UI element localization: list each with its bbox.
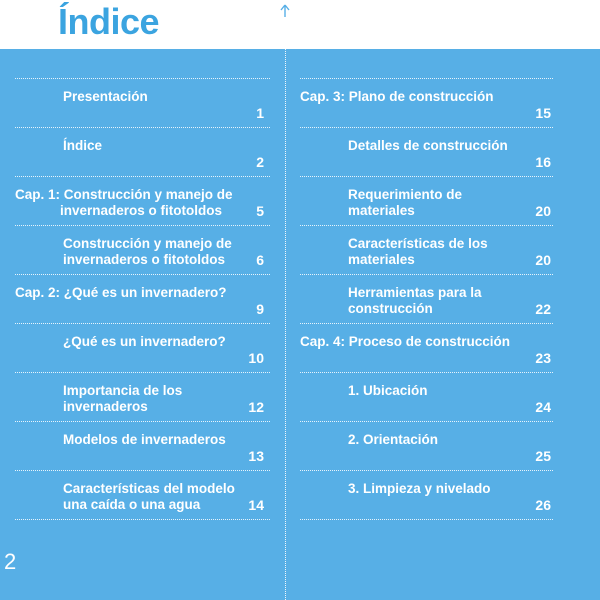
toc-entry[interactable] [300,128,553,177]
toc-entry-title [348,236,488,268]
toc-entry-title [300,334,510,350]
toc-entry-title-line2: materiales [348,203,415,218]
toc-entry[interactable] [15,373,270,422]
toc-right-column [300,78,553,520]
toc-entry[interactable] [300,471,553,520]
toc-entry[interactable] [300,373,553,422]
toc-entry[interactable] [15,324,270,373]
toc-entry-page: 1 [256,105,264,121]
page-title: Índice [58,1,160,42]
toc-entry-page: 22 [535,301,551,317]
toc-entry-title [348,187,462,219]
toc-entry-page: 25 [535,448,551,464]
toc-entry[interactable] [300,79,553,128]
toc-entry-title-line1: Cap. 4: Proceso de construcción [300,334,511,349]
toc-entry-title-line1: Modelos de invernaderos [63,432,226,447]
toc-entry-page: 13 [248,448,264,464]
toc-entry-page: 2 [256,154,264,170]
toc-entry-page: 26 [535,497,551,513]
toc-entry-title-line2: invernaderos [63,399,148,414]
column-divider [285,20,286,600]
toc-entry-title-line1: Cap. 3: Plano de construcción [300,89,494,104]
toc-entry-title [63,89,148,105]
toc-entry-title [300,89,494,105]
toc-entry-title-line1: Características de los [348,236,488,251]
toc-entry-page: 20 [535,203,551,219]
toc-entry[interactable] [15,275,270,324]
toc-entry-title-line1: Cap. 2: ¿Qué es un invernadero? [15,285,227,300]
toc-entry-title-line2: invernaderos o fitotoldos [60,203,223,218]
toc-entry[interactable] [300,324,553,373]
toc-entry-title [348,481,491,497]
toc-entry-title-line2: una caída o una agua [63,497,201,512]
toc-entry-title [15,187,233,219]
toc-entry-title-line2: materiales [348,252,415,267]
toc-entry-title [15,285,227,301]
toc-entry[interactable] [15,79,270,128]
toc-entry-title-line1: 1. Ubicación [348,383,428,398]
toc-entry-title [63,481,235,513]
toc-entry-title [348,138,508,154]
toc-entry-title [63,432,226,448]
toc-entry-page: 5 [256,203,264,219]
toc-entry-page: 20 [535,252,551,268]
toc-entry-title-line1: Herramientas para la [348,285,482,300]
toc-entry-title [348,383,428,399]
toc-entry-page: 24 [535,399,551,415]
toc-entry-title-line1: Cap. 1: Construcción y manejo de [15,187,233,202]
toc-entry-title [63,334,226,350]
toc-entry-page: 6 [256,252,264,268]
toc-entry-title-line1: Características del modelo [63,481,235,496]
toc-entry-title-line1: Importancia de los [63,383,183,398]
toc-entry-title-line2: construcción [348,301,433,316]
toc-entry-title-line1: Presentación [63,89,148,104]
toc-entry-page: 10 [248,350,264,366]
toc-entry-title [63,383,182,415]
toc-entry-title [348,432,438,448]
toc-entry-title [63,138,102,154]
toc-entry-page: 16 [535,154,551,170]
toc-entry[interactable] [15,128,270,177]
toc-entry[interactable] [300,422,553,471]
toc-entry-title-line2: invernaderos o fitotoldos [63,252,226,267]
toc-entry[interactable] [300,275,553,324]
toc-entry-page: 14 [248,497,264,513]
toc-entry-page: 23 [535,350,551,366]
toc-entry-title-line1: Requerimiento de [348,187,463,202]
toc-entry-title-line1: Construcción y manejo de [63,236,232,251]
toc-entry-title-line1: Detalles de construcción [348,138,508,153]
toc-entry-page: 12 [248,399,264,415]
toc-entry[interactable] [15,177,270,226]
toc-entry-page: 15 [535,105,551,121]
toc-left-column [15,78,270,520]
toc-entry[interactable] [15,422,270,471]
page-number: 2 [4,549,17,574]
toc-entry-title-line1: Índice [63,138,103,153]
toc-entry[interactable] [15,226,270,275]
toc-entry-title [63,236,232,268]
toc-entry-title-line1: ¿Qué es un invernadero? [63,334,226,349]
toc-entry[interactable] [300,226,553,275]
toc-entry-title-line1: 3. Limpieza y nivelado [348,481,491,496]
toc-entry-title-line1: 2. Orientación [348,432,439,447]
toc-entry[interactable] [15,471,270,520]
arrow-up-icon [279,4,291,18]
toc-entry[interactable] [300,177,553,226]
toc-entry-title [348,285,482,317]
toc-entry-page: 9 [256,301,264,317]
page-header [0,0,600,49]
